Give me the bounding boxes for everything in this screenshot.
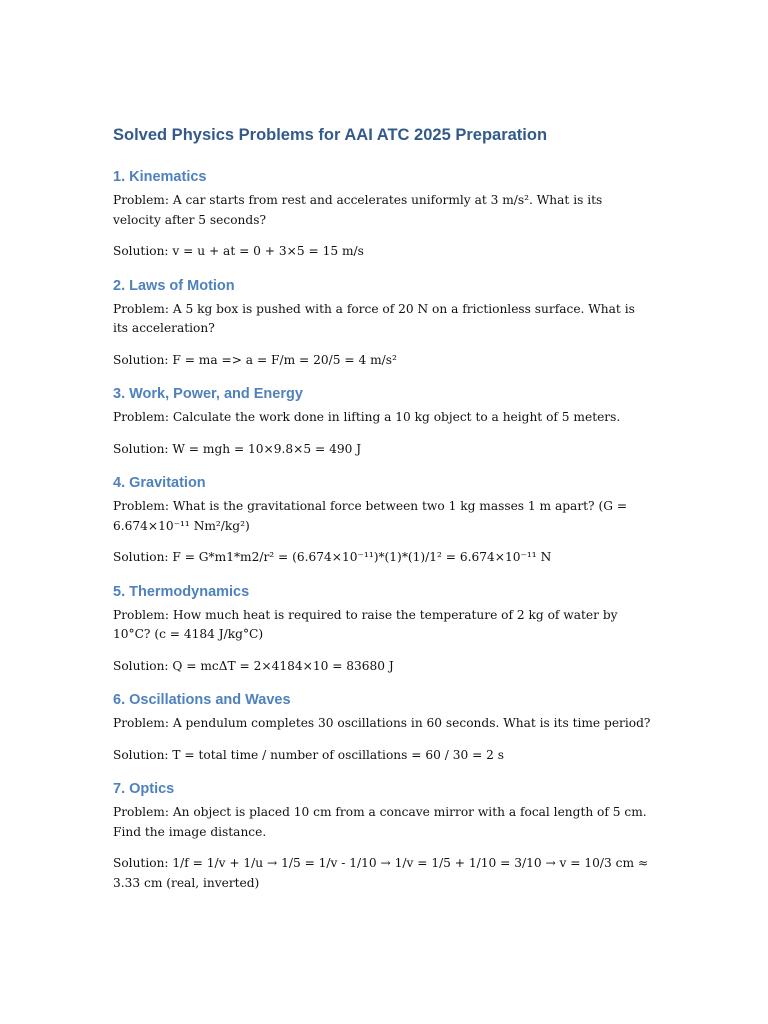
solution-text: Solution: W = mgh = 10×9.8×5 = 490 J xyxy=(113,441,362,456)
document-page xyxy=(113,122,653,907)
document-title: Solved Physics Problems for AAI ATC 2025 Preparation xyxy=(113,126,548,144)
section-laws-of-motion xyxy=(113,276,653,371)
section-work-power-energy xyxy=(113,384,653,459)
section-heading: 5. Thermodynamics xyxy=(113,583,250,600)
section-gravitation xyxy=(113,473,653,568)
section-kinematics xyxy=(113,167,653,262)
problem-text: Problem: Calculate the work done in lifting a 10 kg object to a height of 5 meters. xyxy=(113,410,621,424)
section-optics xyxy=(113,779,653,893)
problem-text: Problem: A 5 kg box is pushed with a force of 20 N on a frictionless surface. What is its acceleration? xyxy=(113,301,635,335)
problem-text: Problem: A car starts from rest and accelerates uniformly at 3 m/s². What is its velocity after 5 seconds? xyxy=(113,193,603,227)
section-heading: 4. Gravitation xyxy=(113,475,206,491)
problem-text: Problem: What is the gravitational force between two 1 kg masses 1 m apart? (G = 6.674×10⁻¹¹ Nm²/kg²) xyxy=(113,499,628,533)
problem-text: Problem: How much heat is required to raise the temperature of 2 kg of water by 10°C? (c = 4184 J/kg°C) xyxy=(113,607,618,641)
section-thermodynamics xyxy=(113,582,653,677)
solution-text: Solution: 1/f = 1/v + 1/u → 1/5 = 1/v - 1/10 → 1/v = 1/5 + 1/10 = 3/10 → v = 10/3 cm ≈ 3.33 cm (real, inverted) xyxy=(113,856,649,890)
section-heading: 6. Oscillations and Waves xyxy=(113,692,291,708)
section-heading: 3. Work, Power, and Energy xyxy=(113,386,303,402)
problem-text: Problem: A pendulum completes 30 oscillations in 60 seconds. What is its time period? xyxy=(113,716,651,730)
section-heading: 7. Optics xyxy=(113,781,175,797)
solution-text: Solution: T = total time / number of oscillations = 60 / 30 = 2 s xyxy=(113,747,505,762)
problem-text: Problem: An object is placed 10 cm from a concave mirror with a focal length of 5 cm. Find the image distance. xyxy=(113,805,647,839)
solution-text: Solution: Q = mcΔT = 2×4184×10 = 83680 J xyxy=(113,658,394,673)
section-heading: 2. Laws of Motion xyxy=(113,277,235,294)
section-oscillations-waves xyxy=(113,690,653,765)
solution-text: Solution: v = u + at = 0 + 3×5 = 15 m/s xyxy=(113,244,364,258)
section-heading: 1. Kinematics xyxy=(113,169,207,185)
solution-text: Solution: F = G*m1*m2/r² = (6.674×10⁻¹¹)*(1)*(1)/1² = 6.674×10⁻¹¹ N xyxy=(113,550,552,564)
solution-text: Solution: F = ma => a = F/m = 20/5 = 4 m/s² xyxy=(113,352,397,367)
